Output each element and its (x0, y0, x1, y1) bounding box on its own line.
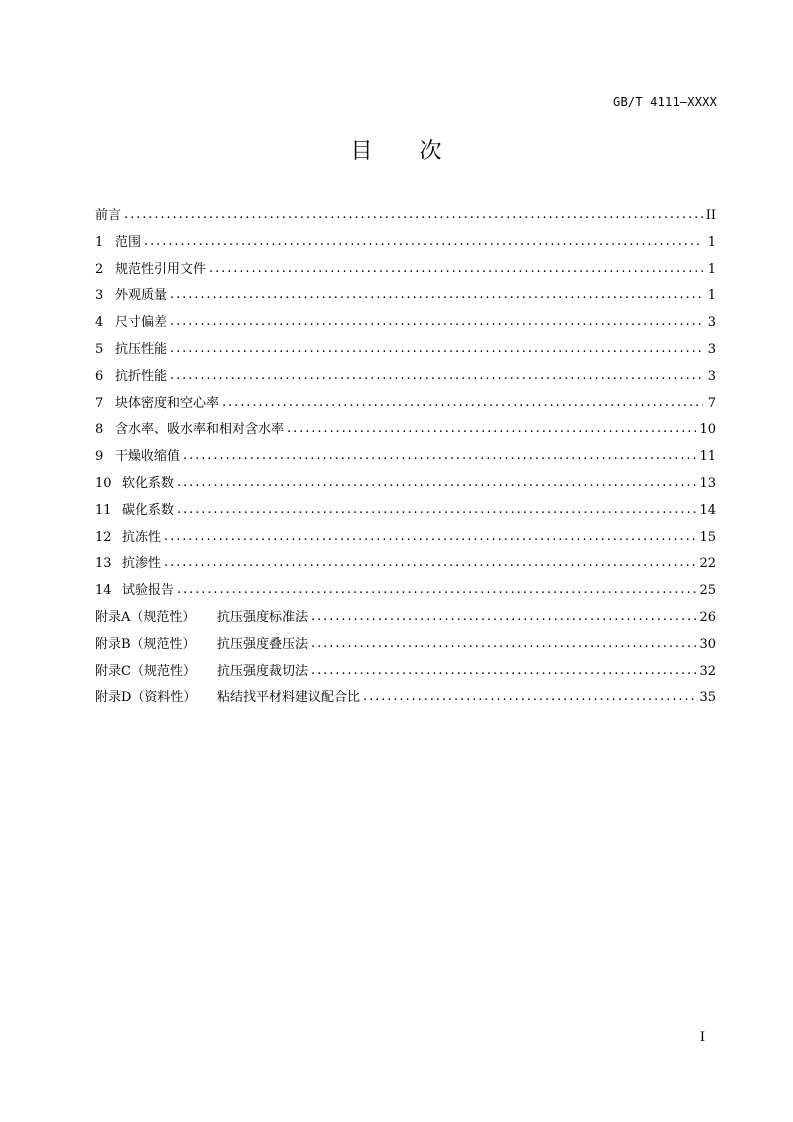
toc-entry-label: 粘结找平材料建议配合比 (217, 690, 361, 706)
toc-entry-7[interactable] (95, 391, 716, 418)
toc-entry-label: 试验报告 (122, 583, 175, 599)
toc-title-char-2: 次 (419, 139, 443, 164)
toc-leader-dots (170, 282, 703, 309)
toc-entry-label: 块体密度和空心率 (115, 395, 220, 411)
toc-entry-appendix-c[interactable] (95, 659, 716, 686)
toc-leader-dots (164, 524, 696, 551)
toc-entry-8[interactable] (95, 417, 716, 444)
toc-leader-dots (222, 390, 703, 417)
toc-entry-number: 6 (95, 368, 104, 384)
toc-entry-page: 1 (707, 234, 716, 250)
toc-entry-label: 规范性引用文件 (115, 261, 207, 277)
toc-entry-page: 15 (699, 529, 716, 545)
toc-entry-page: II (705, 208, 716, 223)
toc-entry-label: 含水率、吸水率和相对含水率 (115, 422, 285, 438)
toc-leader-dots (170, 336, 703, 363)
toc-leader-dots (363, 684, 696, 711)
toc-leader-dots (177, 497, 696, 524)
toc-entry-label: 范围 (115, 234, 142, 250)
toc-entry-5[interactable] (95, 337, 716, 364)
toc-title (0, 134, 793, 165)
toc-entry-page: 1 (707, 261, 716, 277)
toc-entry-page: 25 (699, 583, 716, 599)
toc-entry-14[interactable] (95, 578, 716, 605)
toc-entry-label: 干燥收缩值 (115, 449, 181, 465)
toc-entry-appendix-a[interactable] (95, 605, 716, 632)
toc-entry-4[interactable] (95, 310, 716, 337)
table-of-contents (95, 203, 716, 712)
toc-entry-foreword[interactable] (95, 203, 716, 230)
toc-entry-label: 尺寸偏差 (115, 315, 168, 331)
toc-entry-page: 1 (707, 288, 716, 304)
toc-entry-page: 30 (699, 636, 716, 652)
toc-entry-page: 22 (699, 556, 716, 572)
toc-entry-number: 2 (95, 261, 104, 277)
toc-entry-13[interactable] (95, 551, 716, 578)
toc-entry-label: 抗压强度叠压法 (217, 636, 309, 652)
toc-entry-number: 附录B（规范性） (95, 636, 196, 652)
toc-entry-label: 抗压强度标准法 (217, 609, 309, 625)
toc-entry-label: 抗冻性 (122, 529, 162, 545)
toc-entry-10[interactable] (95, 471, 716, 498)
toc-entry-3[interactable] (95, 283, 716, 310)
toc-entry-label: 前言 (95, 208, 122, 223)
toc-leader-dots (177, 470, 696, 497)
toc-title-char-1: 目 (350, 139, 374, 164)
toc-entry-page: 26 (699, 609, 716, 625)
toc-entry-page: 3 (707, 341, 716, 357)
toc-entry-page: 14 (699, 502, 716, 518)
toc-leader-dots (183, 443, 696, 470)
toc-entry-number: 12 (95, 529, 112, 545)
toc-entry-number: 8 (95, 422, 104, 438)
toc-entry-number: 11 (95, 502, 112, 518)
toc-entry-label: 碳化系数 (122, 502, 175, 518)
toc-entry-11[interactable] (95, 498, 716, 525)
toc-entry-number: 9 (95, 449, 104, 465)
toc-entry-number: 4 (95, 315, 104, 331)
toc-entry-label: 抗压性能 (115, 341, 168, 357)
toc-entry-label: 抗折性能 (115, 368, 168, 384)
toc-leader-dots (170, 309, 703, 336)
toc-entry-page: 13 (699, 475, 716, 491)
toc-entry-number: 5 (95, 341, 104, 357)
toc-leader-dots (287, 416, 696, 443)
toc-leader-dots (311, 631, 696, 658)
toc-entry-appendix-d[interactable] (95, 685, 716, 712)
toc-entry-number: 7 (95, 395, 104, 411)
toc-entry-appendix-b[interactable] (95, 632, 716, 659)
toc-entry-page: 7 (707, 395, 716, 411)
toc-leader-dots (170, 363, 703, 390)
toc-entry-number: 1 (95, 234, 104, 250)
toc-leader-dots (124, 202, 703, 229)
toc-entry-number: 附录C（规范性） (95, 663, 196, 679)
toc-entry-page: 3 (707, 315, 716, 331)
toc-entry-12[interactable] (95, 525, 716, 552)
document-code: GB/T 4111—XXXX (613, 95, 717, 109)
page-number: I (699, 1030, 705, 1045)
toc-entry-label: 外观质量 (115, 288, 168, 304)
toc-entry-label: 抗渗性 (122, 556, 162, 572)
toc-entry-number: 附录A（规范性） (95, 609, 196, 625)
toc-leader-dots (164, 550, 696, 577)
toc-entry-number: 13 (95, 556, 112, 572)
toc-entry-number: 14 (95, 583, 112, 599)
toc-entry-page: 32 (699, 663, 716, 679)
toc-entry-label: 软化系数 (122, 475, 175, 491)
toc-leader-dots (311, 604, 696, 631)
toc-leader-dots (144, 229, 703, 256)
toc-entry-number: 附录D（资料性） (95, 690, 197, 706)
toc-entry-9[interactable] (95, 444, 716, 471)
toc-entry-page: 10 (699, 422, 716, 438)
toc-leader-dots (311, 658, 696, 685)
toc-entry-2[interactable] (95, 257, 716, 284)
toc-entry-page: 35 (699, 690, 716, 706)
toc-entry-page: 11 (699, 449, 716, 465)
toc-entry-page: 3 (707, 368, 716, 384)
toc-entry-label: 抗压强度裁切法 (217, 663, 309, 679)
toc-leader-dots (209, 256, 703, 283)
toc-entry-6[interactable] (95, 364, 716, 391)
toc-entry-number: 10 (95, 475, 112, 491)
toc-entry-1[interactable] (95, 230, 716, 257)
toc-entry-number: 3 (95, 288, 104, 304)
toc-leader-dots (177, 577, 696, 604)
